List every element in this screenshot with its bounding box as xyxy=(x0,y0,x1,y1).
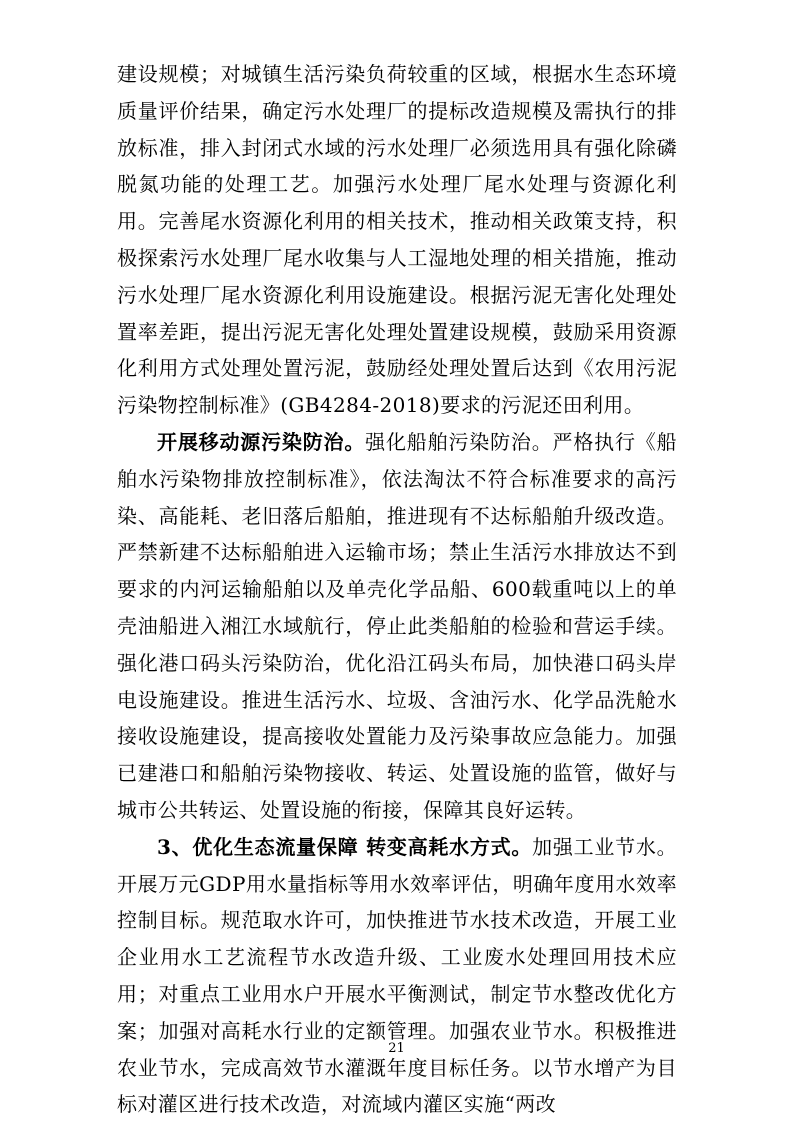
paragraph-ecological-flow xyxy=(117,829,677,1122)
paragraph-continuation xyxy=(117,56,677,424)
paragraph-ecological-flow-text: 加强工业节水。开展万元GDP用水量指标等用水效率评估，明确年度用水效率控制目标。规范取水许可，加快推进节水技术改造，开展工业企业用水工艺流程节水改造升级、工业废水处理回用技术应用；对重点工业用水户开展水平衡测试，制定节水整改优化方案；加强对高耗水行业的定额管理。加强农业节水。积极推进农业节水，完成高效节水灌溉年度目标任务。以节水增产为目标对灌区进行技术改造，对流域内灌区实施“两改 xyxy=(117,834,677,1117)
document-body xyxy=(117,56,677,1122)
paragraph-mobile-source-lead: 开展移动源污染防治。 xyxy=(157,429,366,454)
paragraph-mobile-source-pollution xyxy=(117,424,677,829)
page-number: 21 xyxy=(388,1041,405,1056)
paragraph-mobile-source-text: 强化船舶污染防治。严格执行《船舶水污染物排放控制标准》，依法淘汰不符合标准要求的高污染、高能耗、老旧落后船舶，推进现有不达标船舶升级改造。严禁新建不达标船舶进入运输市场；禁止生活污水排放达不到要求的内河运输船舶以及单壳化学品船、600载重吨以上的单壳油船进入湘江水域航行，停止此类船舶的检验和营运手续。强化港口码头污染防治，优化沿江码头布局，加快港口码头岸电设施建设。推进生活污水、垃圾、含油污水、化学品洗舱水接收设施建设，提高接收处置能力及污染事故应急能力。加强已建港口和船舶污染物接收、转运、处置设施的监管，做好与城市公共转运、处置设施的衔接，保障其良好运转。 xyxy=(117,429,678,822)
paragraph-ecological-flow-lead: 3、优化生态流量保障 转变高耗水方式。 xyxy=(157,834,533,859)
paragraph-continuation-text: 建设规模；对城镇生活污染负荷较重的区域，根据水生态环境质量评价结果，确定污水处理厂的提标改造规模及需执行的排放标准，排入封闭式水域的污水处理厂必须选用具有强化除磷脱氮功能的处理工艺。加强污水处理厂尾水处理与资源化利用。完善尾水资源化利用的相关技术，推动相关政策支持，积极探索污水处理厂尾水收集与人工湿地处理的相关措施，推动污水处理厂尾水资源化利用设施建设。根据污泥无害化处理处置率差距，提出污泥无害化处理处置建设规模，鼓励采用资源化利用方式处理处置污泥，鼓励经处理处置后达到《农用污泥污染物控制标准》(GB4284-2018)要求的污泥还田利用。 xyxy=(117,62,677,418)
